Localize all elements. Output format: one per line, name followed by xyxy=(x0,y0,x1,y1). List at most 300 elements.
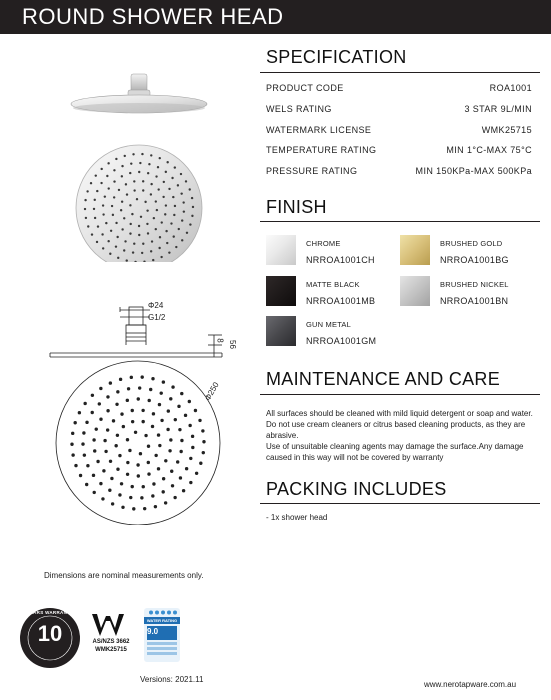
nozzle-dot xyxy=(198,419,201,422)
nozzle-dot xyxy=(107,240,109,242)
nozzle-dot xyxy=(79,474,82,477)
nozzle-dot xyxy=(91,411,94,414)
nozzle-dot xyxy=(116,236,118,238)
nozzle-dot xyxy=(86,190,88,192)
nozzle-dot xyxy=(120,412,123,415)
nozzle-dot xyxy=(71,432,74,435)
nozzle-dot xyxy=(189,188,191,190)
nozzle-dot xyxy=(140,496,143,499)
nozzle-dot xyxy=(129,204,131,206)
nozzle-dot xyxy=(102,469,105,472)
nozzle-dot xyxy=(117,257,119,259)
nozzle-dot xyxy=(168,251,170,253)
nozzle-dot xyxy=(95,174,97,176)
nozzle-dot xyxy=(130,376,133,379)
nozzle-dot xyxy=(156,209,158,211)
nozzle-dot xyxy=(166,242,168,244)
nozzle-dot xyxy=(150,183,152,185)
nozzle-dot xyxy=(94,199,96,201)
nozzle-dot xyxy=(91,233,93,235)
nozzle-dot xyxy=(123,217,125,219)
nozzle-dot xyxy=(92,438,95,441)
nozzle-dot xyxy=(112,419,115,422)
nozzle-dot xyxy=(185,467,188,470)
nozzle-dot xyxy=(142,180,144,182)
maintenance-rule xyxy=(260,394,540,395)
nozzle-dot xyxy=(126,399,129,402)
product-photos xyxy=(40,62,250,262)
nozzle-dot xyxy=(109,253,111,255)
watermark-logo xyxy=(90,612,130,638)
nozzle-dot xyxy=(126,259,128,261)
nozzle-dot xyxy=(166,161,168,163)
nozzle-dot xyxy=(189,223,191,225)
nozzle-dot xyxy=(116,434,119,437)
nozzle-dot xyxy=(176,460,179,463)
nozzle-dot xyxy=(158,444,161,447)
nozzle-dot xyxy=(173,496,176,499)
finish-code: NRROA1001BN xyxy=(440,296,509,306)
nozzle-dot xyxy=(168,449,171,452)
nozzle-dot xyxy=(158,247,160,249)
nozzle-dot xyxy=(128,449,131,452)
nozzle-dot xyxy=(121,200,123,202)
nozzle-dot xyxy=(179,476,182,479)
packing-heading: PACKING INCLUDES xyxy=(266,479,447,499)
nozzle-dot xyxy=(166,428,169,431)
nozzle-dot xyxy=(134,431,137,434)
nozzle-dot xyxy=(167,409,170,412)
swatch-matte-black xyxy=(266,276,296,306)
nozzle-dot xyxy=(164,213,166,215)
nozzle-dot xyxy=(141,153,143,155)
nozzle-dot xyxy=(155,175,157,177)
nozzle-dot xyxy=(136,463,139,466)
nozzle-dot xyxy=(121,175,123,177)
nozzle-dot xyxy=(157,467,160,470)
nozzle-dot xyxy=(133,180,135,182)
nozzle-dot xyxy=(162,490,165,493)
nozzle-dot xyxy=(191,215,193,217)
nozzle-dot xyxy=(175,246,177,248)
nozzle-dot xyxy=(188,424,191,427)
nozzle-dot xyxy=(116,390,119,393)
nozzle-dot xyxy=(126,461,129,464)
nozzle-dot xyxy=(102,204,104,206)
nozzle-dot xyxy=(138,225,140,227)
nozzle-dot xyxy=(139,162,141,164)
nozzle-dot xyxy=(185,180,187,182)
nozzle-dot xyxy=(195,472,198,475)
nozzle-dot xyxy=(171,484,174,487)
nozzle-dot xyxy=(94,217,96,219)
nozzle-dot xyxy=(157,433,160,436)
dim-thread-label: G1/2 xyxy=(148,313,166,322)
nozzle-dot xyxy=(101,497,104,500)
nozzle-dot xyxy=(119,378,122,381)
nozzle-dot xyxy=(129,172,131,174)
packing-item: - 1x shower head xyxy=(266,513,328,522)
nozzle-dot xyxy=(106,175,108,177)
nozzle-dot xyxy=(115,245,117,247)
nozzle-dot xyxy=(101,233,103,235)
nozzle-dot xyxy=(159,157,161,159)
nozzle-dot xyxy=(106,428,109,431)
nozzle-dot xyxy=(123,249,125,251)
nozzle-dot xyxy=(99,482,102,485)
shower-head-side-photo xyxy=(71,74,207,113)
nozzle-dot xyxy=(113,196,115,198)
nozzle-dot xyxy=(109,460,112,463)
nozzle-dot xyxy=(194,409,197,412)
page-title: ROUND SHOWER HEAD xyxy=(22,4,284,29)
nozzle-dot xyxy=(147,472,150,475)
wels-title: WATER RATING xyxy=(146,618,178,623)
nozzle-dot xyxy=(147,172,149,174)
nozzle-dot xyxy=(126,193,128,195)
nozzle-dot xyxy=(137,474,140,477)
nozzle-dot xyxy=(95,427,98,430)
nozzle-dot xyxy=(121,228,123,230)
nozzle-dot xyxy=(102,213,104,215)
nozzle-dot xyxy=(170,222,172,224)
nozzle-dot xyxy=(202,440,205,443)
nozzle-dot xyxy=(132,251,134,253)
nozzle-dot xyxy=(121,506,124,509)
watermark-standard: AS/NZS 3662 xyxy=(92,639,130,645)
nozzle-dot xyxy=(111,502,114,505)
nozzle-dot xyxy=(164,501,167,504)
nozzle-dot xyxy=(83,453,86,456)
nozzle-dot xyxy=(114,444,117,447)
nozzle-dot xyxy=(120,482,123,485)
nozzle-dot xyxy=(85,217,87,219)
spec-label: PRODUCT CODE xyxy=(266,83,344,93)
specification-rule xyxy=(260,72,540,73)
nozzle-dot xyxy=(139,452,142,455)
nozzle-dot xyxy=(99,417,102,420)
nozzle-dot xyxy=(74,464,77,467)
nozzle-dot xyxy=(180,392,183,395)
nozzle-dot xyxy=(83,402,86,405)
nozzle-dot xyxy=(84,208,86,210)
nozzle-dot xyxy=(148,399,151,402)
spec-value: MIN 1°C-MAX 75°C xyxy=(446,145,532,155)
nozzle-dot xyxy=(93,208,95,210)
wels-value: 9.0 xyxy=(147,627,159,636)
nozzle-dot xyxy=(112,214,114,216)
nozzle-dot xyxy=(165,204,167,206)
nozzle-dot xyxy=(180,192,182,194)
nozzle-dot xyxy=(178,428,181,431)
nozzle-dot xyxy=(108,489,111,492)
nozzle-dot xyxy=(172,196,174,198)
nozzle-dot xyxy=(108,187,110,189)
nozzle-dot xyxy=(109,381,112,384)
nozzle-dot xyxy=(184,414,187,417)
nozzle-dot xyxy=(110,230,112,232)
nozzle-dot xyxy=(152,259,154,261)
nozzle-dot xyxy=(106,395,109,398)
nozzle-dot xyxy=(154,454,157,457)
finish-rule xyxy=(260,221,540,222)
nozzle-dot xyxy=(201,429,204,432)
nozzle-dot xyxy=(116,468,119,471)
nozzle-dot xyxy=(152,412,155,415)
nozzle-dot xyxy=(178,228,180,230)
nozzle-dot xyxy=(130,223,132,225)
spec-value: ROA1001 xyxy=(489,83,532,93)
nozzle-dot xyxy=(132,153,134,155)
nozzle-dot xyxy=(85,483,88,486)
nozzle-dot xyxy=(141,375,144,378)
nozzle-dot xyxy=(115,222,117,224)
nozzle-dot xyxy=(199,462,202,465)
spec-label: WELS RATING xyxy=(266,104,332,114)
nozzle-dot xyxy=(186,232,188,234)
nozzle-dot xyxy=(96,460,99,463)
dimensions-note: Dimensions are nominal measurements only. xyxy=(44,571,204,580)
finish-heading: FINISH xyxy=(266,197,327,217)
nozzle-dot xyxy=(146,223,148,225)
nozzle-dot xyxy=(157,166,159,168)
nozzle-dot xyxy=(169,397,172,400)
finish-code: NRROA1001CH xyxy=(306,255,375,265)
nozzle-dot xyxy=(100,168,102,170)
nozzle-dot xyxy=(180,173,182,175)
nozzle-dot xyxy=(157,188,159,190)
nozzle-dot xyxy=(160,391,163,394)
nozzle-dot xyxy=(192,206,194,208)
nozzle-dot xyxy=(104,450,107,453)
nozzle-dot xyxy=(181,219,183,221)
nozzle-dot xyxy=(144,201,146,203)
nozzle-dot xyxy=(189,457,192,460)
nozzle-dot xyxy=(141,409,144,412)
nozzle-dot xyxy=(110,477,113,480)
finish-name: GUN METAL xyxy=(306,320,351,329)
nozzle-dot xyxy=(161,221,163,223)
nozzle-dot xyxy=(146,209,148,211)
nozzle-dot xyxy=(183,210,185,212)
nozzle-dot xyxy=(162,196,164,198)
nozzle-dot xyxy=(179,450,182,453)
nozzle-dot xyxy=(165,171,167,173)
spec-value: MIN 150KPa-MAX 500KPa xyxy=(415,166,532,176)
nozzle-dot xyxy=(103,439,106,442)
maintenance-paragraph: Use of unsuitable cleaning agents may damage the surface.Any damage caused in this way will not be covered by warranty xyxy=(266,442,524,462)
nozzle-dot xyxy=(133,242,135,244)
nozzle-dot xyxy=(100,182,102,184)
nozzle-dot xyxy=(92,474,95,477)
version-text: Versions: 2021.11 xyxy=(140,675,204,684)
nozzle-dot xyxy=(115,403,118,406)
nozzle-dot xyxy=(162,477,165,480)
nozzle-dot xyxy=(99,387,102,390)
spec-label: PRESSURE RATING xyxy=(266,166,358,176)
nozzle-dot xyxy=(150,250,152,252)
nozzle-dot xyxy=(86,464,89,467)
warranty-years: 10 xyxy=(37,621,63,646)
nozzle-dot xyxy=(96,190,98,192)
finish-name: CHROME xyxy=(306,239,341,248)
swatch-brushed-gold xyxy=(400,235,430,265)
nozzle-dot xyxy=(149,388,152,391)
nozzle-dot xyxy=(191,197,193,199)
nozzle-dot xyxy=(124,155,126,157)
maintenance-heading: MAINTENANCE AND CARE xyxy=(266,369,501,389)
maintenance-paragraph: Do not use cream cleaners or citrus based cleaning products, as they are abrasive. xyxy=(266,420,526,440)
nozzle-dot xyxy=(111,205,113,207)
nozzle-dot xyxy=(93,491,96,494)
swatch-gun-metal xyxy=(266,316,296,346)
nozzle-dot xyxy=(160,419,163,422)
nozzle-dot xyxy=(124,240,126,242)
nozzle-dot xyxy=(131,485,134,488)
nozzle-dot xyxy=(141,252,143,254)
nozzle-dot xyxy=(168,188,170,190)
nozzle-dot xyxy=(129,232,131,234)
nozzle-dot xyxy=(90,182,92,184)
dim-pipe-label: Φ24 xyxy=(148,301,164,310)
nozzle-dot xyxy=(102,247,104,249)
nozzle-dot xyxy=(138,171,140,173)
shower-head-face-photo xyxy=(76,145,202,262)
nozzle-dot xyxy=(136,198,138,200)
nozzle-dot xyxy=(171,385,174,388)
nozzle-dot xyxy=(148,163,150,165)
nozzle-dot xyxy=(113,180,115,182)
nozzle-dot xyxy=(138,386,141,389)
finish-code: NRROA1001BG xyxy=(440,255,509,265)
nozzle-dot xyxy=(142,485,145,488)
nozzle-dot xyxy=(155,228,157,230)
nozzle-dot xyxy=(162,380,165,383)
nozzle-dot xyxy=(127,387,130,390)
nozzle-dot xyxy=(142,243,144,245)
nozzle-dot xyxy=(78,411,81,414)
nozzle-dot xyxy=(182,489,185,492)
maintenance-paragraph: All surfaces should be cleaned with mild liquid detergent or soap and water. xyxy=(266,409,533,418)
nozzle-dot xyxy=(132,507,135,510)
nozzle-dot xyxy=(182,201,184,203)
nozzle-dot xyxy=(130,162,132,164)
website-text: www.nerotapware.com.au xyxy=(424,680,517,689)
spec-value: WMK25715 xyxy=(481,125,532,135)
nozzle-dot xyxy=(115,158,117,160)
nozzle-dot xyxy=(181,239,183,241)
nozzle-dot xyxy=(91,394,94,397)
nozzle-dot xyxy=(144,434,147,437)
nozzle-dot xyxy=(131,213,133,215)
nozzle-dot xyxy=(138,234,140,236)
nozzle-dot xyxy=(104,195,106,197)
swatch-chrome xyxy=(266,235,296,265)
nozzle-dot xyxy=(191,435,194,438)
nozzle-dot xyxy=(147,461,150,464)
specification-heading: SPECIFICATION xyxy=(266,47,407,67)
nozzle-dot xyxy=(169,438,172,441)
nozzle-dot xyxy=(151,240,153,242)
nozzle-dot xyxy=(165,230,167,232)
nozzle-dot xyxy=(81,442,84,445)
nozzle-dot xyxy=(160,256,162,258)
nozzle-dot xyxy=(118,189,120,191)
nozzle-dot xyxy=(164,459,167,462)
nozzle-dot xyxy=(154,505,157,508)
finish-name: BRUSHED GOLD xyxy=(440,239,503,248)
nozzle-dot xyxy=(113,169,115,171)
nozzle-dot xyxy=(150,154,152,156)
nozzle-dot xyxy=(140,216,142,218)
nozzle-dot xyxy=(126,438,129,441)
nozzle-dot xyxy=(202,451,205,454)
nozzle-dot xyxy=(93,449,96,452)
nozzle-dot xyxy=(87,225,89,227)
nozzle-dot xyxy=(129,496,132,499)
spec-label: WATERMARK LICENSE xyxy=(266,125,372,135)
nozzle-dot xyxy=(153,217,155,219)
nozzle-dot xyxy=(151,494,154,497)
nozzle-dot xyxy=(177,184,179,186)
nozzle-dot xyxy=(120,209,122,211)
nozzle-dot xyxy=(107,162,109,164)
nozzle-dot xyxy=(173,235,175,237)
nozzle-dot xyxy=(118,493,121,496)
nozzle-dot xyxy=(71,453,74,456)
nozzle-dot xyxy=(152,482,155,485)
packing-rule xyxy=(260,503,540,504)
nozzle-dot xyxy=(159,236,161,238)
nozzle-dot xyxy=(131,409,134,412)
nozzle-dot xyxy=(151,425,154,428)
spec-label: TEMPERATURE RATING xyxy=(266,145,377,155)
finish-code: NRROA1001GM xyxy=(306,336,377,346)
nozzle-dot xyxy=(177,405,180,408)
swatch-brushed-nickel xyxy=(400,276,430,306)
finish-name: MATTE BLACK xyxy=(306,280,360,289)
nozzle-dot xyxy=(155,200,157,202)
nozzle-dot xyxy=(171,177,173,179)
nozzle-dot xyxy=(147,445,150,448)
dim-height-a-label: 8 xyxy=(215,338,225,343)
dim-height-b-label: 56 xyxy=(227,340,237,349)
technical-drawing xyxy=(40,295,250,525)
nozzle-dot xyxy=(121,165,123,167)
nozzle-dot xyxy=(191,446,194,449)
nozzle-dot xyxy=(118,454,121,457)
nozzle-dot xyxy=(141,420,144,423)
nozzle-dot xyxy=(188,400,191,403)
nozzle-dot xyxy=(173,214,175,216)
spec-value: 3 STAR 9L/MIN xyxy=(464,104,532,114)
nozzle-dot xyxy=(73,421,76,424)
dim-diameter-label: Φ250 xyxy=(203,380,221,403)
nozzle-dot xyxy=(163,181,165,183)
nozzle-dot xyxy=(85,421,88,424)
nozzle-dot xyxy=(82,431,85,434)
nozzle-dot xyxy=(150,193,152,195)
nozzle-dot xyxy=(98,402,101,405)
nozzle-dot xyxy=(126,473,129,476)
finish-name: BRUSHED NICKEL xyxy=(440,280,509,289)
nozzle-dot xyxy=(189,481,192,484)
nozzle-dot xyxy=(131,420,134,423)
nozzle-dot xyxy=(97,225,99,227)
nozzle-dot xyxy=(142,189,144,191)
nozzle-dot xyxy=(96,241,98,243)
watermark-license: WMK25715 xyxy=(95,647,127,653)
